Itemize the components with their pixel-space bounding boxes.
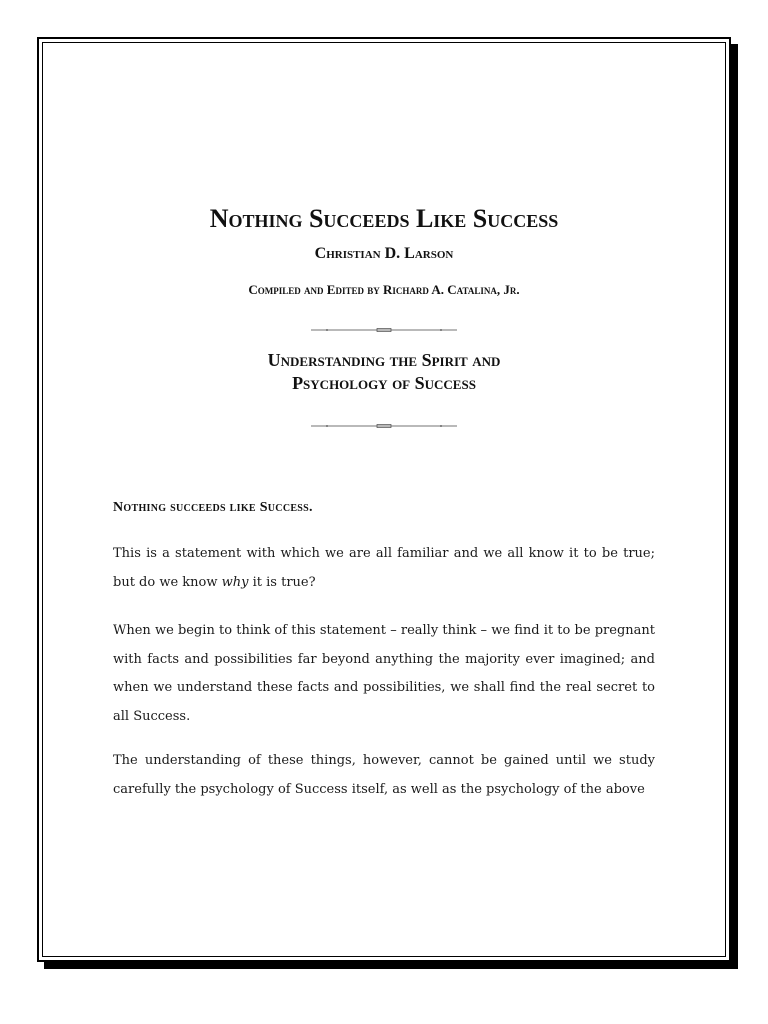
document-title: Nothing Succeeds Like Success <box>209 204 559 233</box>
subtitle-line-1: Understanding the Spirit and <box>267 350 501 370</box>
subtitle-line-2: Psychology of Success <box>292 373 476 393</box>
paragraph-1 <box>113 540 655 597</box>
paragraph-1-text-a: This is a statement with which we are all familiar and we all know it to be true; but do we know <box>113 546 655 590</box>
author-name: Christian D. Larson <box>314 245 454 262</box>
paragraph-1-italic: why <box>221 574 249 590</box>
ornamental-divider-top <box>311 326 457 334</box>
section-heading: Nothing succeeds like Success. <box>113 500 313 515</box>
ornamental-divider-bottom <box>311 422 457 430</box>
paragraph-2: When we begin to think of this statement – really think – we find it to be pregnant with facts and possibilities far beyond anything the majority ever imagined; and when we understand these facts and possibilities, we shall find the real secret to all Success. <box>113 623 655 724</box>
paragraph-1-text-b: it is true? <box>248 574 316 590</box>
compiler-credit: Compiled and Edited by Richard A. Catalina, Jr. <box>248 282 520 297</box>
section-subtitle <box>0 349 768 395</box>
paragraph-3: The understanding of these things, however, cannot be gained until we study carefully the psychology of Success itself, as well as the psychology of the above <box>113 753 655 797</box>
